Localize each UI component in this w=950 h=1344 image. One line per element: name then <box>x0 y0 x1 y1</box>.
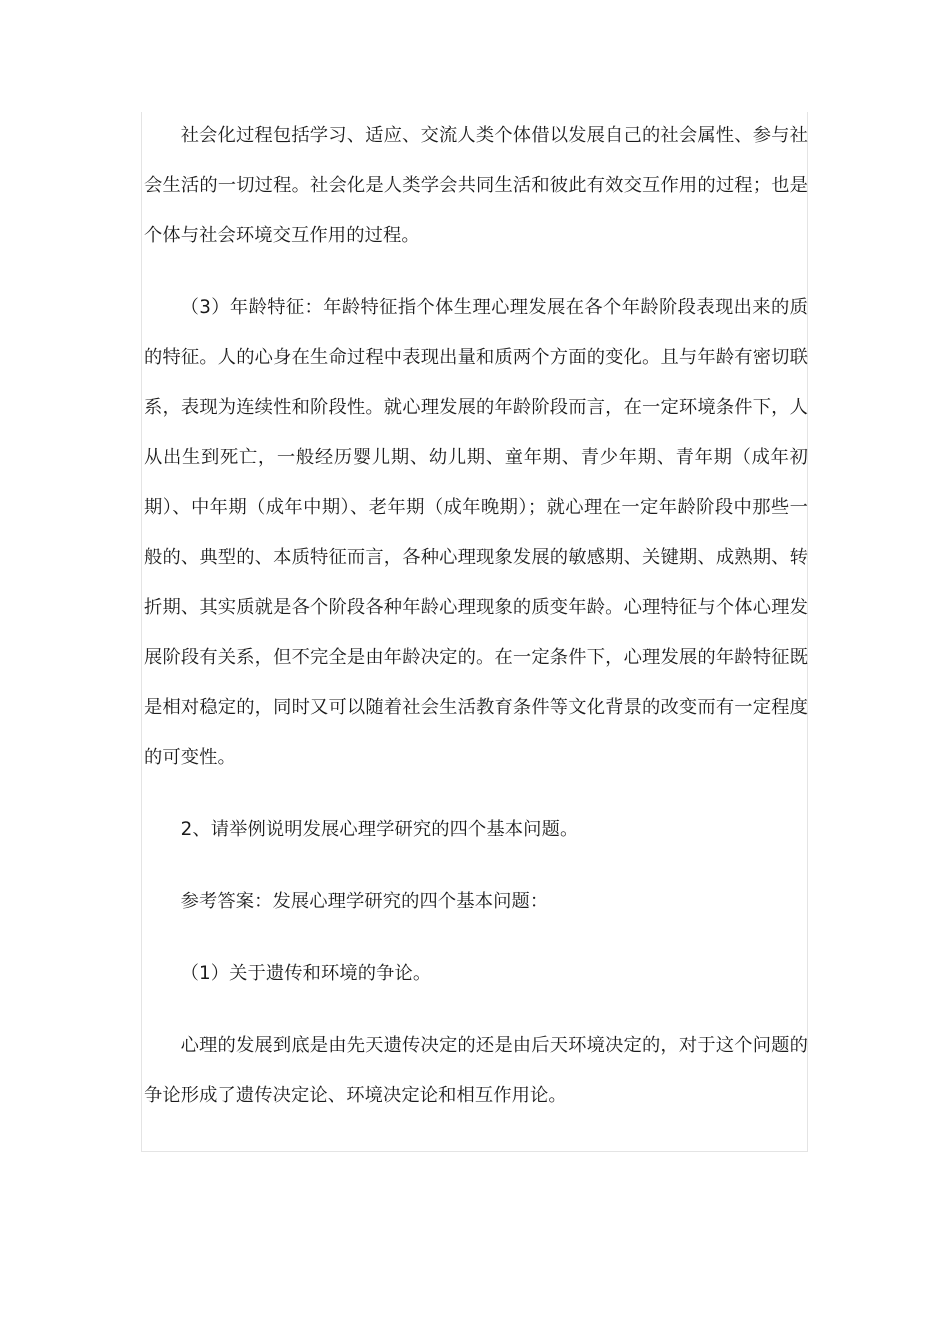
paragraph-heredity-environment: 心理的发展到底是由先天遗传决定的还是由后天环境决定的，对于这个问题的争论形成了遗传决定论、环境决定论和相互作用论。 <box>144 1035 808 1106</box>
paragraph-socialization: 社会化过程包括学习、适应、交流人类个体借以发展自己的社会属性、参与社会生活的一切过程。社会化是人类学会共同生活和彼此有效交互作用的过程；也是个体与社会环境交互作用的过程。 <box>144 125 808 246</box>
answer-heading: 参考答案：发展心理学研究的四个基本问题： <box>180 891 549 912</box>
subsection-heading: （1）关于遗传和环境的争论。 <box>180 963 432 984</box>
paragraph-age-characteristics: （3）年龄特征：年龄特征指个体生理心理发展在各个年龄阶段表现出来的质的特征。人的心身在生命过程中表现出量和质两个方面的变化。且与年龄有密切联系，表现为连续性和阶段性。就心理发展的年龄阶段而言，在一定环境条件下，人从出生到死亡，一般经历婴儿期、幼儿期、童年期、青少年期、青年期（成年初期）、中年期（成年中期）、老年期（成年晚期）；就心理在一定年龄阶段中那些一般的、典型的、本质特征而言，各种心理现象发展的敏感期、关键期、成熟期、转折期、其实质就是各个阶段各种年龄心理现象的质变年龄。心理特征与个体心理发展阶段有关系，但不完全是由年龄决定的。在一定条件下，心理发展的年龄特征既是相对稳定的，同时又可以随着社会生活教育条件等文化背景的改变而有一定程度的可变性。 <box>144 297 808 768</box>
question-heading: 2、请举例说明发展心理学研究的四个基本问题。 <box>180 819 579 840</box>
document-body <box>144 111 808 1121</box>
